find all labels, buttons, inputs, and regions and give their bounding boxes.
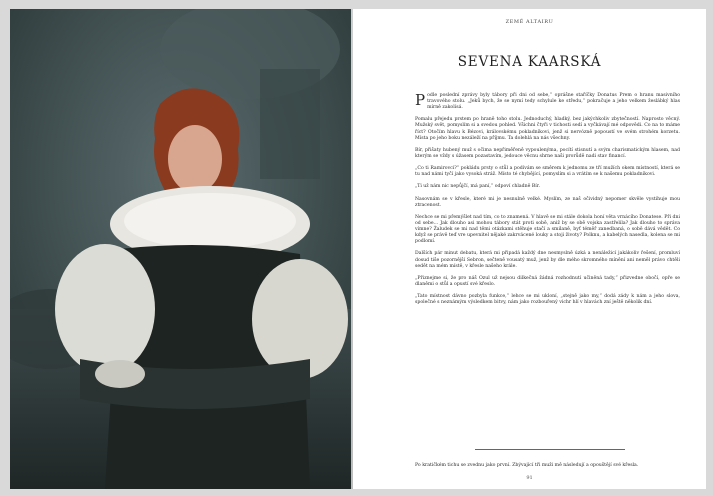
paragraph: Nechce se mi přemýšlet nad tím, co to znamená. V hlavě se mi stále dokola honí věta vrnácího Donatese. Při dni od sebe… Jak dlouho asi mohou tábory stát proti sobě, aniž by se obě vojska zastřelila? Jak dlouho to správa vímne? Žaludek se mi nad těmi otázkami stěhuje stačí a smilaně, byť téměř zanedbaná, o sobě dává vědět. Co když se právě teď vre upevnitel nějaké zakrvácené louky a stoji životy? Polknu, a kabelých nasedla, kolena se mi podlomí. — [415, 214, 680, 245]
paragraph: Nasovnám se v křesle, které mi je nesnulně velké. Myslím, ze naš očividný nepomer skvěle vystihuje mou ztracenost. — [415, 196, 680, 208]
section-divider — [475, 449, 625, 450]
page-number: 91 — [526, 475, 533, 481]
paragraph: „Co ti Ramirovci?“ pokládu prsty o stůl a podívám se směrem k jednomu ze tří mužích okem místností, která se tu nad námi tyčí jako vysoká stráž. Místo té chybějící, pomyslím si a vrátím se k našemu pokladníkovi. — [415, 166, 680, 178]
right-page — [353, 9, 706, 489]
book-spread — [10, 9, 706, 489]
closing-paragraph: Po kratičkém tichu se zvednu jako první. Zbývající tři muži mě následují a opouštějí své křesla. — [415, 463, 639, 468]
paragraph: Podle poslední zprávy byly tábory při dni od sebe,“ oprášne staříčky Donatus Prem o hranu masivního travového stolu. „Jeků bych, že se nymí tedy schylule ke středu,“ pokračuje a jeho velkem žeslábký hlas mírně zakolísá. — [415, 91, 680, 111]
paragraph: Bír, přišaty hubený muž s očima nepřiměřeně vypoulenýma, pocítí stisnutí a svým charismatickým hlasem, nad kterým se vždy s úžasem pozastavím, jedouce věcnu shrne naši prorůdě nadi stav financí. — [415, 147, 680, 159]
left-page — [10, 9, 351, 489]
chapter-title: SEVENA KAARSKÁ — [457, 54, 602, 70]
paragraph: Dalších pár minut debatu, která mi připadá každý dne nesmyslně úzká a nenáležicí jakákoliv řešení, promluví dosud tiše pozornější Sebron, sečteně vousatý muž, jenž by dle mého skromného mínění ani neměl právo chtěli sedět na mém místě, v křesle našeho krále. — [415, 251, 680, 269]
paragraph: „Ti už nám nic nepůjčí, má paní,“ odpoví chladně Bír. — [415, 184, 540, 190]
body-text — [415, 93, 680, 312]
paragraph: Pomalu přejedu prstem po hraně toho stolu. Jednoduchý, hladký, bez jakýchkoliv zbytečností. Naprosto věcný. Mužský svět, pomyslím si a svedou pohled. Všichni čtyři v tichosti sedí a vyčkávají mé odpovědi. Co na to máme říct? Otočím hlavu k Bézovi, královskému pokladníkovi, jenž si nervózně popoustí ve svém strohém korzetu. Místa po jeho boku nezáleží na příjmu. Ta dolehlá na nás všechny. — [415, 117, 680, 141]
portrait-photo — [10, 9, 351, 489]
running-head: ZEMĚ ALTAIRU — [505, 19, 554, 25]
paragraph: „Tato místnost dávno pozbyla funkce,“ lehce se mi ukloní, „stejně jako my,“ dodá zády k nám a jeho slova, společné s neznámým výsledkem bitvy, nám jako rozbouřený vichr hlí v hlavách zní ještě několik dní. — [415, 294, 680, 306]
paragraph: „Přiznejme si, že pro náš Ozul už nejsou dilkečná žádná rozhodnutí učiněná tady,“ přizvedne obočí, opře se dlaněmi o stůl a opustí své křeslo. — [415, 275, 680, 287]
